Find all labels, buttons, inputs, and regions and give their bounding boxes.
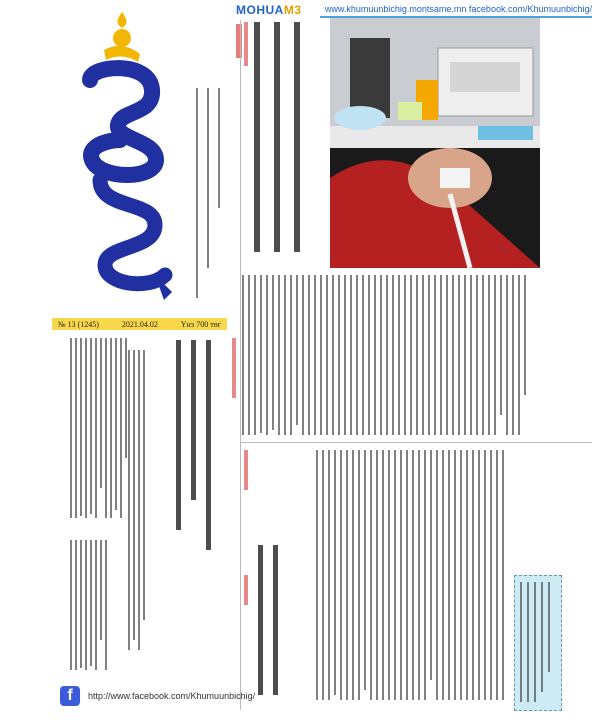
logo-flame-icon bbox=[118, 12, 127, 28]
section-divider bbox=[240, 442, 592, 443]
main-article-text bbox=[242, 275, 526, 435]
issue-info-bar bbox=[52, 318, 227, 330]
left-article-text bbox=[128, 350, 145, 650]
facebook-icon[interactable]: f bbox=[60, 686, 80, 706]
main-byline-marker bbox=[244, 22, 248, 66]
logo-script-lower bbox=[100, 180, 165, 284]
main-headline-columns bbox=[254, 22, 300, 252]
article-text-left-2 bbox=[70, 540, 107, 670]
column-divider-1 bbox=[240, 20, 241, 710]
lab-test-photo bbox=[330, 18, 540, 268]
masthead-logo bbox=[60, 10, 180, 310]
lower-headline-columns bbox=[258, 545, 278, 695]
left-byline-marker bbox=[232, 338, 236, 398]
header-url[interactable]: www.khumuunbichig.montsame.mn facebook.com/Khumuunbichig/ bbox=[324, 4, 592, 14]
lower-article-text bbox=[316, 450, 504, 700]
logo-script-upper bbox=[90, 68, 156, 175]
lower-byline-marker-2 bbox=[244, 575, 248, 605]
montsame-brand-logo bbox=[236, 3, 302, 17]
left-headline-columns bbox=[176, 340, 211, 550]
issue-date: 2021.04.02 bbox=[121, 319, 158, 329]
lower-byline-marker bbox=[244, 450, 248, 490]
brand-suffix: M3 bbox=[283, 3, 302, 17]
highlighted-notice-box bbox=[514, 575, 562, 711]
logo-sun-icon bbox=[113, 29, 131, 47]
article-text-left bbox=[70, 338, 127, 518]
header-strip bbox=[320, 2, 592, 18]
masthead-tagline-columns bbox=[196, 88, 220, 298]
issue-price: Үнэ 700 төг bbox=[180, 319, 221, 329]
facebook-link[interactable]: http://www.facebook.com/Khumuunbichig/ bbox=[88, 691, 256, 701]
issue-number: № 13 (1245) bbox=[58, 319, 99, 329]
footer bbox=[60, 686, 255, 706]
tagline-marker bbox=[236, 24, 242, 58]
brand-prefix: MOHUA bbox=[236, 3, 284, 17]
